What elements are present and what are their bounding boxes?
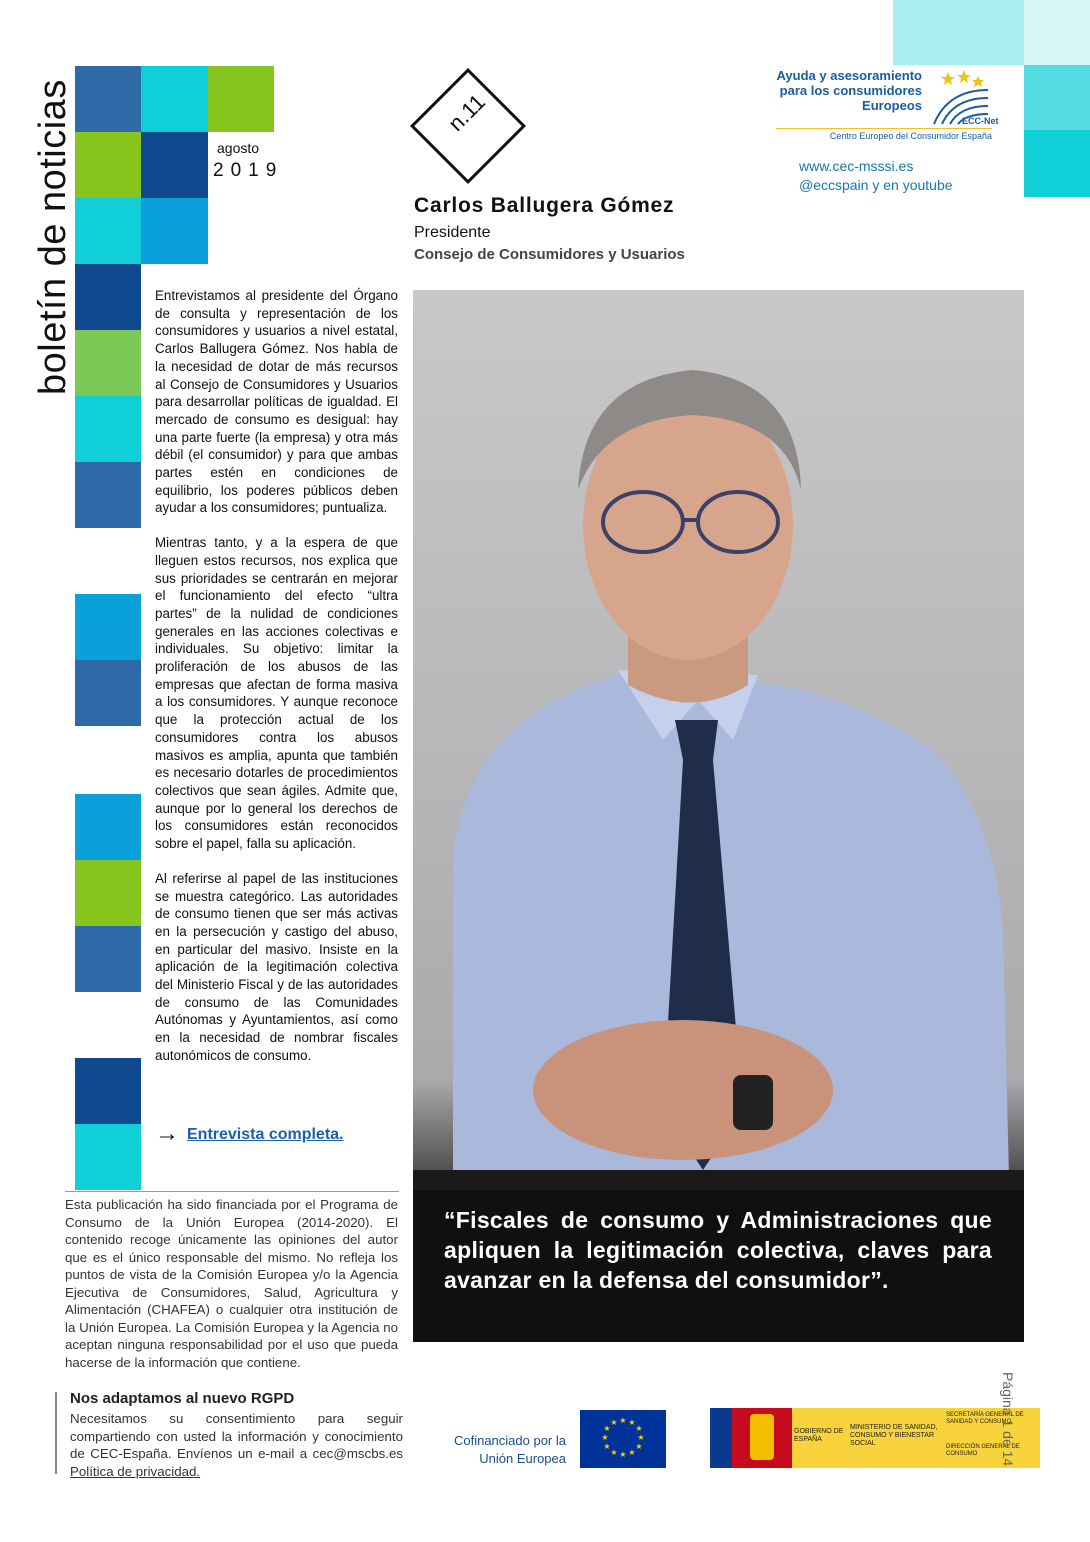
deco-square: [75, 926, 141, 992]
divider: [65, 1191, 399, 1192]
social-link[interactable]: @eccspain y en youtube: [799, 177, 953, 193]
article-paragraph: Entrevistamos al presidente del Órgano de consulta y representación de los consumidores y usuarios a nivel estatal, Carlos Ballugera Gómez. Nos habla de la necesidad de dotar de más recursos al Consejo de Consumidores y Usuarios para desarrollar políticas de igualdad. El mercado de consumo es desigual: hay una parte fuerte (la empresa) y otra más débil (el consumidor) y para que ambas partes estén en condiciones de equilibrio, los poderes públicos deben ayudar a los consumidores; puntualiza.: [155, 288, 398, 516]
portrait-illustration: [413, 290, 1024, 1342]
ecc-net-logo: [770, 68, 999, 141]
arrow-right-icon: →: [155, 1120, 179, 1147]
issue-number: n.11: [443, 89, 491, 137]
logo-line-1: Ayuda y asesoramiento: [776, 68, 922, 83]
deco-square: [75, 1058, 141, 1124]
deco-square: [75, 66, 141, 132]
issue-month: agosto: [217, 140, 260, 156]
deco-square: [75, 860, 141, 926]
deco-square: [141, 132, 208, 198]
svg-text:★: ★: [610, 1448, 618, 1457]
portrait-photo: [413, 290, 1024, 1342]
interviewee-name: Carlos Ballugera Gómez: [414, 194, 675, 217]
deco-square: [1024, 130, 1090, 197]
contact-links: [799, 157, 953, 195]
logo-badge: ECC-Net: [962, 116, 999, 126]
gdpr-title: Nos adaptamos al nuevo RGPD: [70, 1390, 295, 1407]
directorate-label: DIRECCIÓN GENERAL DE CONSUMO: [946, 1444, 1020, 1457]
eu-flag-icon: [580, 1410, 666, 1468]
deco-square: [141, 198, 208, 264]
ministry-label: MINISTERIO DE SANIDAD, CONSUMO Y BIENESTAR SOCIAL: [850, 1424, 938, 1447]
deco-square: [1024, 65, 1090, 130]
privacy-policy-link[interactable]: Política de privacidad.: [70, 1463, 201, 1479]
svg-text:★: ★: [635, 1442, 643, 1451]
svg-text:★: ★: [610, 1418, 618, 1427]
funding-disclaimer: Esta publicación ha sido financiada por el Programa de Consumo de la Unión Europea (2014-2020). El contenido recoge únicamente las opiniones del autor que es el único responsable del mismo. No refleja los puntos de vista de la Comisión Europea y/o la Agencia Ejecutiva de Consumidores, Salud, Agricultura y Alimentación (CHAFEA) o cualquier otra institución de la Unión Europea. La Comisión Europea y la Agencia no aceptan ninguna responsabilidad por el uso que pueda hacerse de la información que contiene.: [65, 1197, 398, 1370]
deco-square: [1024, 0, 1090, 65]
svg-text:★: ★: [619, 1416, 627, 1425]
ecc-stars-icon: [928, 68, 999, 126]
full-interview-row: [155, 1120, 344, 1148]
svg-text:★: ★: [603, 1424, 611, 1433]
full-interview-link[interactable]: Entrevista completa.: [187, 1126, 344, 1143]
issue-year: 2019: [213, 160, 284, 181]
page-number: Página 1 de 14: [1000, 1372, 1016, 1467]
deco-square: [75, 660, 141, 726]
svg-text:★: ★: [603, 1442, 611, 1451]
deco-square: [75, 198, 141, 264]
svg-text:★: ★: [619, 1450, 627, 1459]
interviewee-organization: Consejo de Consumidores y Usuarios: [414, 246, 685, 263]
deco-square: [893, 0, 1024, 65]
gdpr-text: Necesitamos su consentimiento para seguir compartiendo con usted la información y conocimiento de CEC-España. Envíenos un e-mail a cec@mscbs.es: [70, 1411, 403, 1461]
deco-square: [75, 794, 141, 860]
deco-square: [75, 594, 141, 660]
website-link[interactable]: www.cec-msssi.es: [799, 158, 914, 174]
svg-text:★: ★: [628, 1448, 636, 1457]
newsletter-title: boletín de noticias: [32, 79, 74, 395]
interviewee-role: Presidente: [414, 224, 491, 241]
gov-label: GOBIERNO DE ESPAÑA: [794, 1428, 844, 1443]
gdpr-notice: [70, 1410, 403, 1480]
deco-square: [75, 462, 141, 528]
article-paragraph: Al referirse al papel de las instituciones se muestra categórico. Las autoridades de consumo tienen que ser más activas en la persecución y castigo del abuso, en particular del masivo. Insiste en la aplicación de la legitimación colectiva del Ministerio Fiscal y de las autoridades de consumo de las Comunidades Autónomas y Ayuntamientos, así como en la necesidad de nombrar fiscales autonómicos de consumo.: [155, 870, 398, 1063]
deco-square: [208, 66, 274, 132]
deco-square: [75, 396, 141, 462]
divider: [55, 1392, 57, 1474]
deco-square: [75, 330, 141, 396]
pull-quote: “Fiscales de consumo y Administraciones que apliquen la legitimación colectiva, claves para avanzar en la defensa del consumidor”.: [444, 1207, 992, 1293]
article-paragraph: Mientras tanto, y a la espera de que lleguen estos recursos, nos explica que sus prioridades se centrarán en mejorar el funcionamiento del efecto “ultra partes” de la nulidad de condiciones generales en las acciones colectivas e individuales. Su objetivo: limitar la proliferación de los abusos de las empresas que afectan de forma masiva a los consumidores. Y aunque reconoce que la protección actual de los consumidores contra los abusos masivos es amplia, apunta que también es necesario dotarles de procedimientos colectivos que sean ágiles. Admite que, aunque por lo general los derechos de los consumidores están reconocidos sobre el papel, falla su aplicación.: [155, 535, 398, 852]
article-body: [155, 287, 398, 1082]
svg-text:★: ★: [635, 1424, 643, 1433]
deco-square: [141, 66, 208, 132]
logo-line-3: Europeos: [862, 98, 922, 113]
eu-cofinanced-label: Cofinanciado por la Unión Europea: [453, 1433, 566, 1466]
secretariat-label: SECRETARÍA GENERAL DE SANIDAD Y CONSUMO: [946, 1412, 1024, 1425]
logo-line-2: para los consumidores: [779, 83, 922, 98]
spanish-government-logo: [710, 1408, 1040, 1468]
svg-text:★: ★: [637, 1433, 645, 1442]
eu-stars-icon: [580, 1410, 666, 1468]
svg-text:★: ★: [601, 1433, 609, 1442]
deco-square: [75, 264, 141, 330]
deco-square: [75, 132, 141, 198]
logo-subtitle: Centro Europeo del Consumidor España: [829, 131, 992, 141]
svg-text:★: ★: [628, 1418, 636, 1427]
deco-square: [75, 1124, 141, 1190]
